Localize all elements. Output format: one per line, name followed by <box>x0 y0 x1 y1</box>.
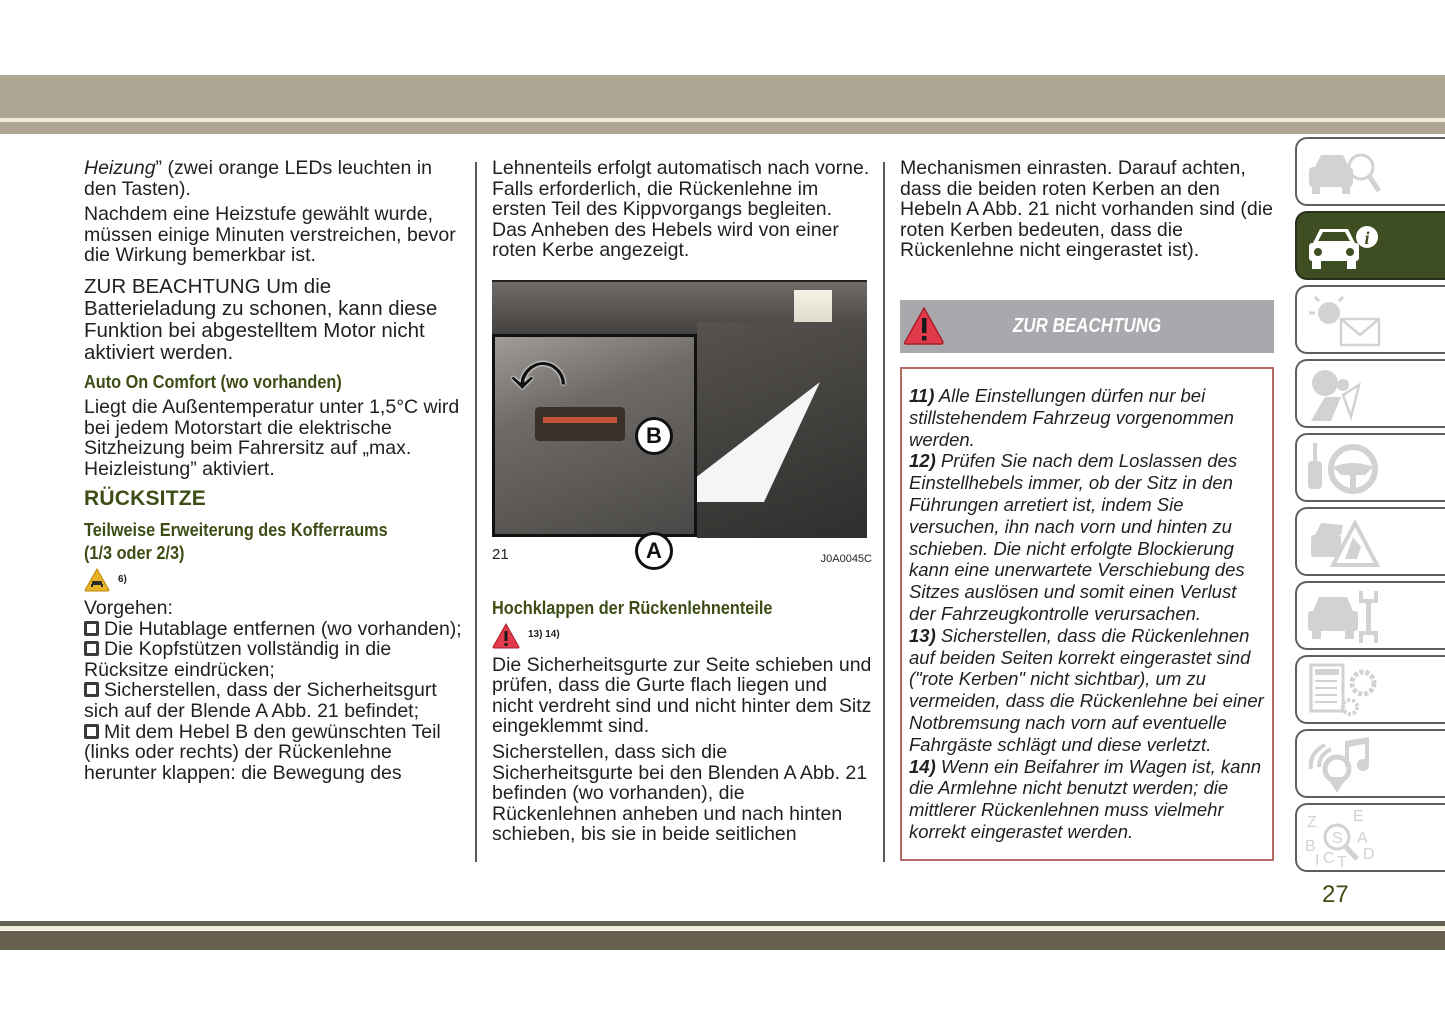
step-item <box>84 619 464 640</box>
warning-icon <box>492 623 520 649</box>
rotate-arrow-icon: ⤺ <box>510 342 566 401</box>
tab-starting-driving[interactable] <box>1295 433 1445 502</box>
caution-icon <box>84 568 110 592</box>
tab-knowing-vehicle[interactable] <box>1295 211 1445 280</box>
column-3 <box>900 158 1280 861</box>
reference-row <box>84 568 464 592</box>
multimedia-icon <box>1303 735 1383 793</box>
column-2 <box>492 158 872 850</box>
figure-red-notch <box>543 417 617 423</box>
car-magnifier-icon <box>1303 143 1383 201</box>
checkbox-bullet-icon <box>84 621 99 636</box>
warning-item <box>909 385 1266 450</box>
figure-caption <box>492 545 872 570</box>
figure-code: J0A0045C <box>820 552 872 565</box>
paragraph-heizstufe: Nachdem eine Heizstufe gewählt wurde, müssen einige Minuten verstreichen, bevor die Wirkung bemerkbar ist. <box>84 203 456 267</box>
reference-row <box>492 623 872 649</box>
svg-text:B: B <box>1305 838 1316 855</box>
warning-number: 13) <box>909 624 936 646</box>
paragraph-mechanismen: Mechanismen einrasten. Darauf achten, dass die beiden roten Kerben an den Hebeln A Abb. 21 nicht vorhanden sind (die roten Kerben bedeuten, dass die Rückenlehne nicht eingerastet ist). <box>900 157 1273 262</box>
column-divider <box>883 162 885 862</box>
warning-text: Alle Einstellungen dürfen nur bei stillstehendem Fahrzeug vorgenommen werden. <box>909 384 1234 450</box>
warning-header <box>900 300 1274 353</box>
car-emergency-triangle-icon <box>1303 513 1383 571</box>
tab-multimedia[interactable] <box>1295 729 1445 798</box>
warning-title: ZUR BEACHTUNG <box>1012 314 1162 337</box>
tab-servicing[interactable] <box>1295 581 1445 650</box>
chapter-tabs <box>1295 137 1445 877</box>
page-number: 27 <box>1322 881 1349 908</box>
warning-number: 14) <box>909 755 936 777</box>
svg-text:E: E <box>1353 808 1364 825</box>
header-band-lower <box>0 122 1445 134</box>
specs-gears-icon <box>1303 661 1383 719</box>
warning-text: Wenn ein Beifahrer im Wagen ist, kann die Armlehne nicht benutzt werden; die mittlerer Rückenlehnen muss vielmehr korrekt eingerastet werden. <box>909 755 1262 842</box>
tab-safety[interactable] <box>1295 359 1445 428</box>
svg-text:Z: Z <box>1307 814 1317 831</box>
step-text: Sicherstellen, dass der Sicherheitsgurt sich auf der Blende A Abb. 21 befindet; <box>84 679 437 722</box>
paragraph-sicherstellen: Sicherstellen, dass sich die Sicherheitsgurte bei den Blenden A Abb. 21 befinden (wo vorhanden), die Rückenlehnen anheben und nach hinten schieben, bis sie in beide seitlichen <box>492 740 868 846</box>
airbag-safety-icon <box>1303 365 1383 423</box>
figure-lever <box>535 407 625 441</box>
index-search-icon <box>1303 808 1383 871</box>
paragraph-heizung <box>84 158 464 199</box>
step-item <box>84 722 464 784</box>
italic-term: Heizung <box>84 157 156 179</box>
callout-b: B <box>635 417 673 455</box>
svg-text:A: A <box>1357 830 1368 847</box>
warning-box <box>900 367 1274 861</box>
tab-index[interactable] <box>1295 803 1445 872</box>
step-item <box>84 680 464 721</box>
warning-text: Sicherstellen, dass die Rückenlehnen auf beiden Seiten korrekt eingerastet sind ("rote Kerben" nicht sichtbar), um zu vermeiden, dass die Rückenlehne bei einer Notbremsung nach vorn auf eventuelle Fahrgäste schlägt und diese verletzt. <box>909 624 1264 755</box>
tab-technical-specs[interactable] <box>1295 655 1445 724</box>
checkbox-bullet-icon <box>84 682 99 697</box>
procedure-label: Vorgehen: <box>84 596 173 619</box>
svg-text:D: D <box>1363 846 1375 863</box>
header-band <box>0 75 1445 118</box>
reference-number: 6) <box>118 573 127 585</box>
paragraph-auto-on: Liegt die Außentemperatur unter 1,5°C wird bei jedem Motorstart die elektrische Sitzheizung beim Fahrersitz auf „max. Heizleistung” aktiviert. <box>84 395 460 480</box>
tab-dashboard[interactable] <box>1295 285 1445 354</box>
svg-text:S: S <box>1332 830 1343 847</box>
warning-number: 12) <box>909 450 936 472</box>
reference-numbers: 13) 14) <box>528 629 560 641</box>
column-divider <box>475 162 477 862</box>
paragraph-text: ” (zwei orange LEDs leuchten in den Tasten). <box>84 157 432 200</box>
svg-text:C: C <box>1323 850 1335 867</box>
svg-text:I: I <box>1315 852 1320 869</box>
warning-item <box>909 450 1266 624</box>
tab-emergency[interactable] <box>1295 507 1445 576</box>
step-item <box>84 639 464 680</box>
paragraph-lehnenteil: Lehnenteils erfolgt automatisch nach vorne. Falls erforderlich, die Rückenlehne im ersten Teil des Kippvorgangs begleiten. Das Anheben des Hebels wird von einer roten Kerbe angezeigt. <box>492 157 870 262</box>
warning-item <box>909 756 1266 843</box>
car-wrench-icon <box>1303 587 1383 645</box>
footer-band <box>0 931 1445 950</box>
checkbox-bullet-icon <box>84 641 99 656</box>
warning-light-message-icon <box>1303 291 1383 349</box>
warning-text: Prüfen Sie nach dem Loslassen des Einstellhebels immer, ob der Sitz in den Führungen arretiert ist, indem Sie versuchen, ihn nach vorn und hinten zu schieben. Die nicht erfolgte Blockierung kann eine unerwartete Verschiebung des Sitzes auslösen und somit einen Verlust der Fahrzeugkontrolle verursachen. <box>909 450 1245 624</box>
figure-number: 21 <box>492 545 509 563</box>
footer-band-stripe <box>0 926 1445 930</box>
column-1 <box>84 158 464 783</box>
checkbox-bullet-icon <box>84 724 99 739</box>
warning-number: 11) <box>909 384 935 406</box>
svg-text:i: i <box>1364 228 1370 248</box>
paragraph-sicherheitsgurte: Die Sicherheitsgurte zur Seite schieben und prüfen, dass die Gurte flach liegen und nicht verdreht sind und nicht hinter dem Sitz eingeklemmt sind. <box>492 653 872 738</box>
note-battery: ZUR BEACHTUNG Um die Batterieladung zu schonen, kann diese Funktion bei abgestelltem Motor nicht aktiviert werden. <box>84 274 438 364</box>
step-text: Mit dem Hebel B den gewünschten Teil (links oder rechts) der Rückenlehne herunter klappen: die Bewegung des <box>84 720 441 784</box>
key-steering-wheel-icon <box>1303 439 1383 497</box>
svg-text:T: T <box>1337 854 1347 871</box>
subheading-hochklappen: Hochklappen der Rückenlehnenteile <box>492 596 773 618</box>
warning-item <box>909 625 1266 756</box>
subheading-auto-on-comfort: Auto On Comfort (wo vorhanden) <box>84 370 342 392</box>
tab-getting-to-know[interactable] <box>1295 137 1445 206</box>
subheading-kofferraum: Teilweise Erweiterung des Kofferraums <box>84 518 388 540</box>
callout-a: A <box>635 532 673 570</box>
car-info-icon <box>1303 217 1383 275</box>
section-heading-ruecksitze: RÜCKSITZE <box>84 487 206 511</box>
step-text: Die Hutablage entfernen (wo vorhanden); <box>104 617 462 640</box>
subheading-kofferraum-line2: (1/3 oder 2/3) <box>84 541 185 563</box>
step-text: Die Kopfstützen vollständig in die Rücksitze eindrücken; <box>84 638 392 681</box>
